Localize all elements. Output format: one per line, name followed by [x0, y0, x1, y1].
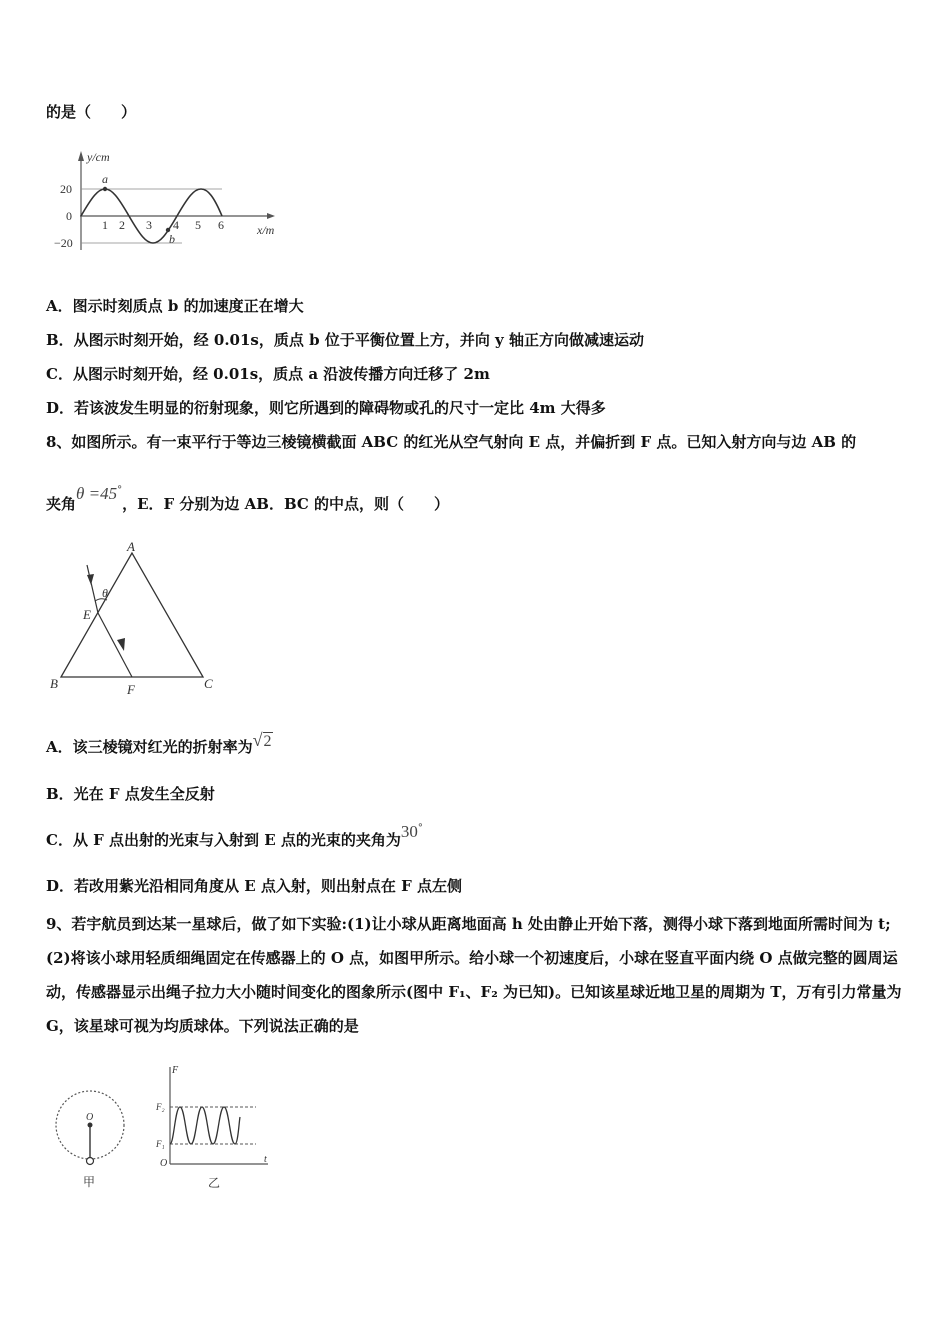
origin-label: O: [160, 1158, 168, 1169]
q8-stem-tail: ，E．F 分别为边 AB．BC 的中点，则（ ）: [122, 495, 450, 513]
q8-stem: 8、如图所示。有一束平行于等边三棱镜横截面 ABC 的红光从空气射向 E 点，并偏折到 F 点。已知入射方向与边 AB 的: [46, 433, 857, 451]
q8-option-c: [46, 822, 423, 850]
wave-graph: [52, 145, 287, 255]
q8-option-a: [46, 730, 273, 757]
point-o-marker: [88, 1123, 93, 1128]
x-tick-2: 2: [119, 218, 125, 232]
label-O: O: [86, 1112, 94, 1123]
x-axis-label: x/m: [257, 223, 275, 237]
y-tick-20: 20: [60, 182, 72, 196]
label-C: C: [204, 676, 213, 691]
point-a-label: a: [102, 172, 108, 186]
f-axis-label: F: [172, 1065, 179, 1076]
ball: [87, 1158, 94, 1165]
q7-option-b: B．从图示时刻开始，经 0.01s，质点 b 位于平衡位置上方，并向 y 轴正方向做减速运动: [46, 331, 644, 349]
q8-option-c-text: C．从 F 点出射的光束与入射到 E 点的光束的夹角为: [46, 831, 401, 849]
tension-curve: [170, 1107, 240, 1144]
point-a-marker: [103, 187, 107, 191]
q8-stem-line2: [46, 484, 449, 514]
y-axis-arrow: [78, 151, 84, 161]
q7-option-c: C．从图示时刻开始，经 0.01s，质点 a 沿波传播方向迁移了 2m: [46, 365, 490, 383]
question-stem-end: 的是（ ）: [46, 103, 137, 121]
f2-label: F₂: [156, 1102, 165, 1112]
incident-arrow: [87, 574, 94, 585]
f1-label: F₁: [156, 1139, 165, 1149]
figure-jia: [48, 1085, 138, 1193]
q8-option-b: B．光在 F 点发生全反射: [46, 785, 215, 803]
label-E: E: [83, 607, 91, 622]
label-F: F: [127, 682, 135, 697]
q8-option-d: D．若改用紫光沿相同角度从 E 点入射，则出射点在 F 点左侧: [46, 877, 462, 895]
label-A: A: [127, 539, 135, 554]
x-tick-1: 1: [102, 218, 108, 232]
label-B: B: [50, 676, 58, 691]
x-tick-4: 4: [173, 218, 179, 232]
refracted-arrow: [117, 638, 125, 651]
x-tick-3: 3: [146, 218, 152, 232]
incident-ray: [87, 565, 98, 613]
figure-yi: [150, 1062, 275, 1194]
point-b-label: b: [169, 232, 175, 246]
degree-symbol-2: °: [417, 823, 423, 834]
theta-expression: θ =45: [76, 484, 118, 503]
y-tick-0: 0: [66, 209, 72, 223]
q7-option-a: A．图示时刻质点 b 的加速度正在增大: [46, 297, 304, 315]
figure-yi-label: 乙: [208, 1176, 221, 1190]
x-tick-5: 5: [195, 218, 201, 232]
prism-figure: [45, 537, 225, 702]
y-axis-label: y/cm: [87, 150, 110, 164]
t-axis-label: t: [264, 1154, 267, 1165]
degree-symbol: °: [117, 485, 123, 496]
y-tick-minus20: −20: [54, 236, 73, 250]
label-theta: θ: [102, 586, 108, 600]
x-tick-6: 6: [218, 218, 224, 232]
q8-angle-label: 夹角: [46, 495, 77, 513]
sqrt-expression: √2: [252, 730, 272, 750]
figure-jia-label: 甲: [83, 1175, 96, 1189]
refracted-ray: [98, 613, 132, 677]
q7-option-d: D．若该波发生明显的衍射现象，则它所遇到的障碍物或孔的尺寸一定比 4m 大得多: [46, 399, 606, 417]
q8-option-a-text: A．该三棱镜对红光的折射率为: [46, 738, 253, 756]
sqrt-radicand: 2: [263, 733, 272, 750]
angle-value: 30: [400, 822, 418, 841]
q9-stem: 9、若宇航员到达某一星球后，做了如下实验:(1)让小球从距离地面高 h 处由静止开始下落，测得小球下落到地面所需时间为 t;(2)将该小球用轻质细绳固定在传感器上的 O 点，如图甲所示。给小球一个初速度后，小球在竖直平面内绕 O 点做完整的圆周运动，传感器显示出绳子拉力大小随时间变化的图象所示(图中 F₁、F₂ 为已知)。已知该星球近地卫星的周期为 T，万有引力常量为 G，该星球可视为均质球体。下列说法正确的是: [46, 915, 902, 1035]
x-axis-arrow: [267, 213, 275, 219]
